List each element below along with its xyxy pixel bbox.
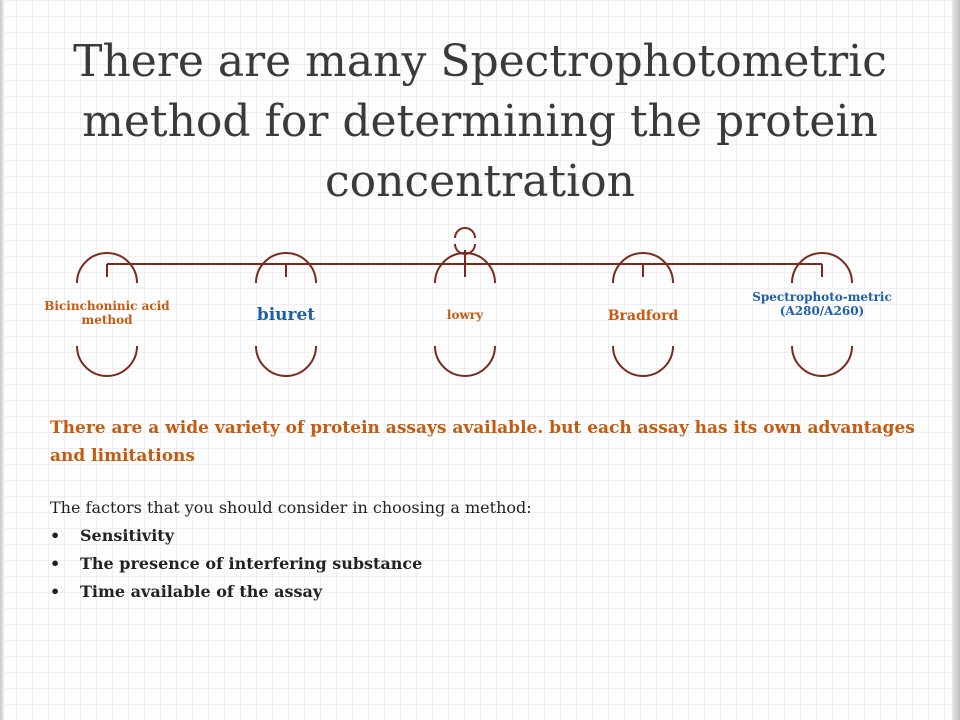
node-bottom-arc [792, 346, 852, 376]
node-label-spectrophotometric: Spectrophoto-metric (A280/A260) [752, 290, 892, 318]
node-bottom-arc [435, 346, 495, 376]
node-bottom-arc [613, 346, 673, 376]
node-label-lowry: lowry [446, 308, 484, 322]
factors-intro-text: The factors that you should consider in choosing a method: [50, 498, 532, 517]
bullet-glyph: • [50, 526, 61, 545]
factor-text: Time available of the assay [80, 582, 323, 601]
factor-text: The presence of interfering substance [80, 554, 423, 573]
slide-title: There are many Spectrophotometric method for determining the protein concentration [73, 36, 887, 207]
bullet-glyph: • [50, 554, 61, 573]
factor-text: Sensitivity [80, 526, 174, 545]
node-label-biuret: biuret [256, 305, 316, 325]
list-item [50, 578, 930, 606]
root-node-top-arc [455, 228, 475, 238]
list-item [50, 522, 930, 550]
node-bottom-arc [256, 346, 316, 376]
intro-statement: There are a wide variety of protein assays available. but each assay has its own advantages and limitations [50, 418, 915, 466]
node-label-bradford: Bradford [607, 308, 679, 324]
slide-frame-right-edge [952, 0, 960, 720]
list-item [50, 550, 930, 578]
node-label-bicinchoninic-acid: Bicinchoninic acid method [44, 299, 170, 327]
node-bottom-arc [77, 346, 137, 376]
diagram-connectors [77, 228, 852, 376]
slide-body [50, 414, 930, 606]
bullet-glyph: • [50, 582, 61, 601]
factors-list [50, 522, 930, 606]
